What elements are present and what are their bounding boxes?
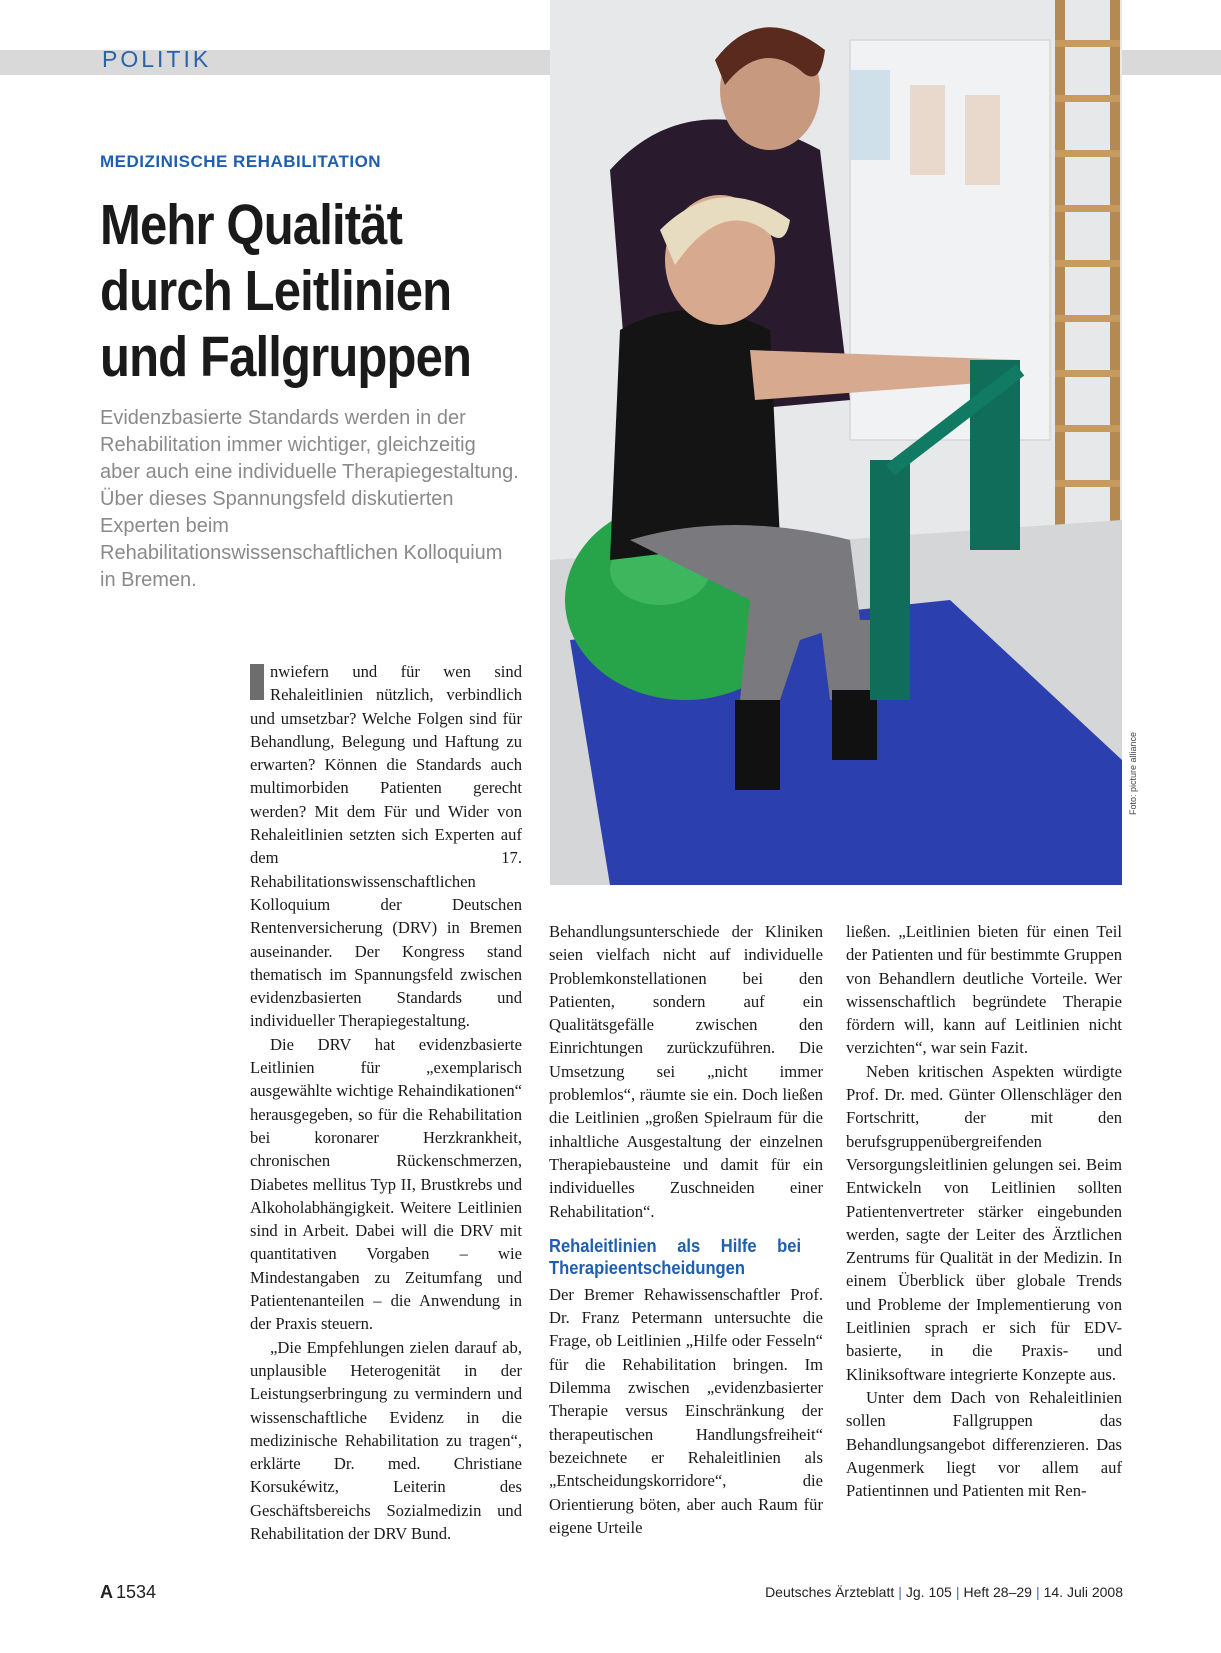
body-paragraph: Der Bremer Rehawissenschaftler Prof. Dr. Franz Petermann untersuchte die Frage, ob Leitlinien „Hilfe oder Fesseln“ für die Rehabilitation bringen. Im Dilemma zwischen „evidenzbasierter Therapie versus Einschränkung der therapeutischen Handlungsfreiheit“ bezeichnete er Rehaleitlinien als „Entscheidungskorridore“, die Orientierung böten, aber auch Raum für eigene Urteile: [549, 1284, 823, 1537]
body-paragraph: Die DRV hat evidenzbasierte Leitlinien für „exemplarisch ausgewählte wichtige Rehaindikationen“ herausgegeben, so für die Rehabilitation bei koronarer Herzkrankheit, chronischen Rückenschmerzen, Diabetes mellitus Typ II, Brustkrebs und Alkoholabhängigkeit. Weitere Leitlinien sind in Arbeit. Dabei will die DRV mit quantitativen Vorgaben – wie Mindestangaben zu Zeitumfang und Patientenanteilen – die Anwendung in der Praxis steuern.: [250, 1034, 522, 1334]
body-paragraph: Unter dem Dach von Rehaleitlinien sollen Fallgruppen das Behandlungsangebot differenzieren. Das Augenmerk liegt vor allem auf Patientinnen und Patienten mit Ren-: [846, 1387, 1122, 1501]
drop-cap-bar: [250, 664, 264, 700]
header-band-left: [0, 50, 550, 75]
headline-line-3: und Fallgruppen: [100, 325, 472, 389]
headline-line-2: durch Leitlinien: [100, 259, 452, 323]
body-column-3: [846, 920, 1122, 1502]
article-lead: Evidenzbasierte Standards werden in der Rehabilitation immer wichtiger, gleichzeitig aber auch eine individuelle Therapiegestaltung. Über dieses Spannungsfeld diskutierten Experten beim Rehabilitationswissenschaftlichen Kolloquium in Bremen.: [100, 407, 519, 591]
body-paragraph: nwiefern und für wen sind Rehaleitlinien nützlich, verbindlich und umsetzbar? Welche Folgen sind für Behandlung, Belegung und Haftung zu erwarten? Können die Standards auch multimorbiden Patienten gerecht werden? Mit dem Für und Wider von Rehaleitlinien setzten sich Experten auf dem 17. Rehabilitationswissenschaftlichen Kolloquium der Deutschen Rentenversicherung (DRV) in Bremen auseinander. Der Kongress stand thematisch im Spannungsfeld zwischen evidenzbasierten Standards und individueller Therapiegestaltung.: [250, 662, 522, 1031]
header-band-right: [1122, 50, 1221, 75]
footer-citation: Deutsches Ärzteblatt | Jg. 105 | Heft 28–29 | 14. Juli 2008: [765, 1584, 1123, 1600]
section-label: POLITIK: [102, 46, 212, 72]
article-kicker: MEDIZINISCHE REHABILITATION: [100, 152, 382, 171]
subheading: Rehaleitlinien als Hilfe bei Therapieentscheidungen: [549, 1235, 802, 1278]
body-column-1: [250, 660, 522, 1545]
issue: Heft 28–29: [963, 1584, 1032, 1600]
article-headline: [100, 192, 487, 390]
body-paragraph: Neben kritischen Aspekten würdigte Prof. Dr. med. Günter Ollenschläger den Fortschritt, der mit den berufsgruppenübergreifenden Versorgungsleitlinien gelungen sei. Beim Entwickeln von Leitlinien sollten Patientenvertreter stärker eingebunden werden, sagte der Leiter des Ärztlichen Zentrums für Qualität in der Medizin. In einem Überblick über globale Trends und Probleme der Implementierung von Leitlinien sprach er sich für EDV-basierte, in die Praxis- und Kliniksoftware integrierte Konzepte aus.: [846, 1061, 1122, 1384]
photo-credit: Foto: picture alliance: [1128, 731, 1138, 815]
body-paragraph: Behandlungsunterschiede der Kliniken seien vielfach nicht auf individuelle Problemkonstellationen bei den Patienten, sondern auf ein Qualitätsgefälle zwischen den Einrichtungen zurückzuführen. Die Umsetzung sei „nicht immer problemlos“, räumte sie ein. Doch ließen die Leitlinien „großen Spielraum für die inhaltliche Ausgestaltung der einzelnen Therapiebausteine und damit für ein individuelles Zuschneiden einer Rehabilitation“.: [549, 922, 823, 1221]
body-paragraph: ließen. „Leitlinien bieten für einen Teil der Patienten und für bestimmte Gruppen von Behandlern deutliche Vorteile. Wer wissenschaftlich begründete Therapie fördern will, kann auf Leitlinien nicht verzichten“, war sein Fazit.: [846, 922, 1122, 1058]
page-number: A 1534: [100, 1582, 157, 1602]
body-paragraph: „Die Empfehlungen zielen darauf ab, unplausible Heterogenität in der Leistungserbringung zu vermindern und wissenschaftliche Evidenz in die medizinische Rehabilitation zu tragen“, erklärte Dr. med. Christiane Korsukéwitz, Leiterin des Geschäftsbereichs Sozialmedizin und Rehabilitation der DRV Bund.: [250, 1337, 522, 1543]
photo-illustration: [550, 0, 1122, 885]
article-photo: [550, 0, 1122, 885]
body-column-2: [549, 920, 823, 1539]
journal-name: Deutsches Ärzteblatt: [765, 1584, 895, 1600]
headline-line-1: Mehr Qualität: [100, 193, 403, 257]
volume: Jg. 105: [905, 1584, 952, 1600]
issue-date: 14. Juli 2008: [1043, 1584, 1123, 1600]
